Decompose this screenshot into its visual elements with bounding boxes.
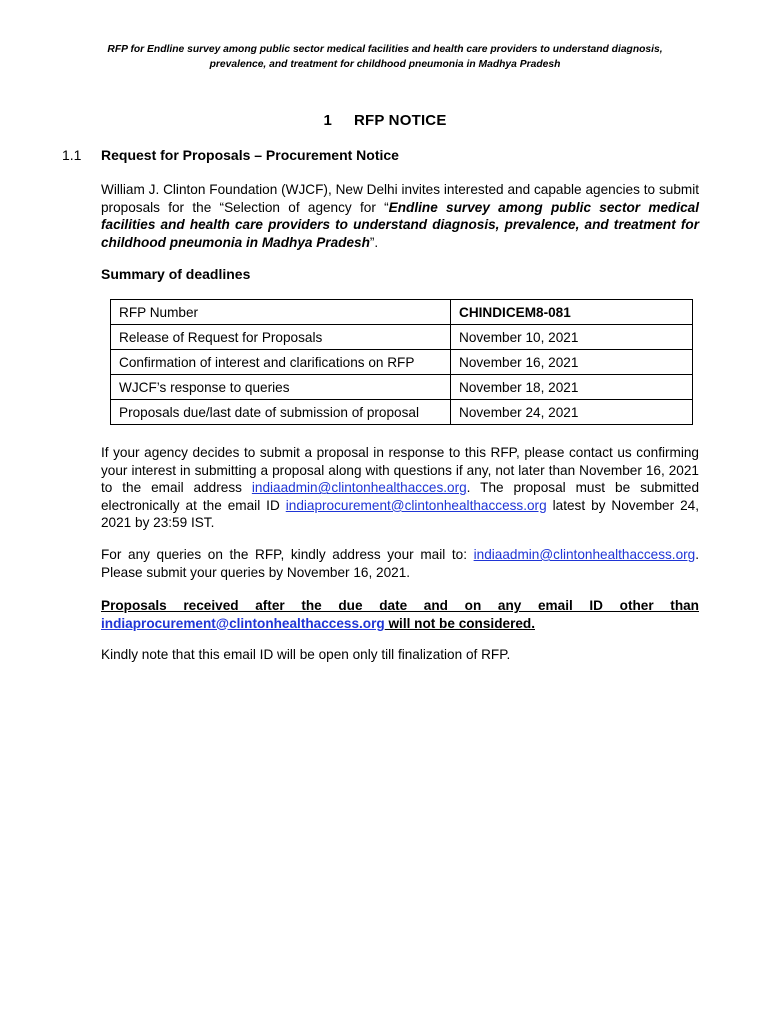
header-line-2: prevalence, and treatment for childhood pneumonia in Madhya Pradesh bbox=[209, 59, 561, 70]
header-line-1: RFP for Endline survey among public sector medical facilities and health care providers to understand diagnosis, bbox=[107, 44, 663, 55]
procurement-email-link[interactable]: indiaprocurement@clintonhealthaccess.org bbox=[285, 497, 547, 513]
subsection-number: 1.1 bbox=[62, 147, 82, 163]
table-row bbox=[111, 325, 693, 350]
subsection-title: Request for Proposals – Procurement Notice bbox=[101, 147, 399, 163]
section-number: 1 bbox=[323, 112, 332, 129]
table-cell-label: WJCF’s response to queries bbox=[111, 375, 451, 400]
queries-paragraph bbox=[101, 546, 699, 581]
table-cell-date: November 18, 2021 bbox=[451, 375, 693, 400]
table-cell-date: November 10, 2021 bbox=[451, 325, 693, 350]
table-row bbox=[111, 350, 693, 375]
table-cell-date: November 24, 2021 bbox=[451, 400, 693, 425]
table-cell-label: RFP Number bbox=[111, 300, 451, 325]
summary-heading: Summary of deadlines bbox=[101, 266, 251, 282]
admin-email-link[interactable]: indiaadmin@clintonhealthacces.org bbox=[251, 480, 467, 496]
paragraph-text: For any queries on the RFP, kindly address your mail to: bbox=[101, 547, 474, 562]
table-row bbox=[111, 400, 693, 425]
deadlines-table bbox=[110, 299, 693, 425]
submission-paragraph bbox=[101, 444, 699, 532]
table-cell-date: November 16, 2021 bbox=[451, 350, 693, 375]
paragraph-text: . Please submit your queries by November 16, 2021. bbox=[101, 547, 699, 580]
paragraph-text: will not be considered. bbox=[384, 615, 535, 631]
intro-text: William J. Clinton Foundation (WJCF), New Delhi invites interested and capable agencies to submit proposals for the “Selection of agency for “ bbox=[101, 182, 699, 215]
section-title: RFP NOTICE bbox=[353, 112, 447, 129]
rfp-number-value: CHINDICEM8-081 bbox=[451, 300, 693, 325]
table-row bbox=[111, 375, 693, 400]
section-heading bbox=[0, 112, 770, 129]
table-cell-label: Confirmation of interest and clarifications on RFP bbox=[111, 350, 451, 375]
table-row bbox=[111, 300, 693, 325]
paragraph-text: . The proposal must be submitted electronically at the email ID bbox=[101, 480, 700, 513]
paragraph-text: If your agency decides to submit a proposal in response to this RFP, please contact us confirming your interest in submitting a proposal along with questions if any, not later than November 16, 2021 to the email address bbox=[101, 445, 699, 496]
queries-email-link[interactable]: indiaadmin@clintonhealthaccess.org bbox=[473, 547, 696, 562]
table-cell-label: Proposals due/last date of submission of proposal bbox=[111, 400, 451, 425]
survey-title: Endline survey among public sector medical facilities and health care providers to understand diagnosis, prevalence, and treatment for childhood pneumonia in Madhya Pradesh bbox=[101, 199, 699, 250]
intro-text-end: ”. bbox=[369, 234, 379, 250]
paragraph-text: Proposals received after the due date and on any email ID other than bbox=[101, 598, 699, 613]
warning-paragraph bbox=[101, 597, 699, 632]
table-cell-label: Release of Request for Proposals bbox=[111, 325, 451, 350]
warning-email-link[interactable]: indiaprocurement@clintonhealthaccess.org bbox=[101, 615, 385, 631]
closing-note: Kindly note that this email ID will be open only till finalization of RFP. bbox=[101, 647, 511, 662]
paragraph-text: latest by November 24, 2021 by 23:59 IST. bbox=[101, 497, 699, 531]
running-header bbox=[80, 42, 690, 72]
intro-paragraph bbox=[101, 181, 699, 251]
